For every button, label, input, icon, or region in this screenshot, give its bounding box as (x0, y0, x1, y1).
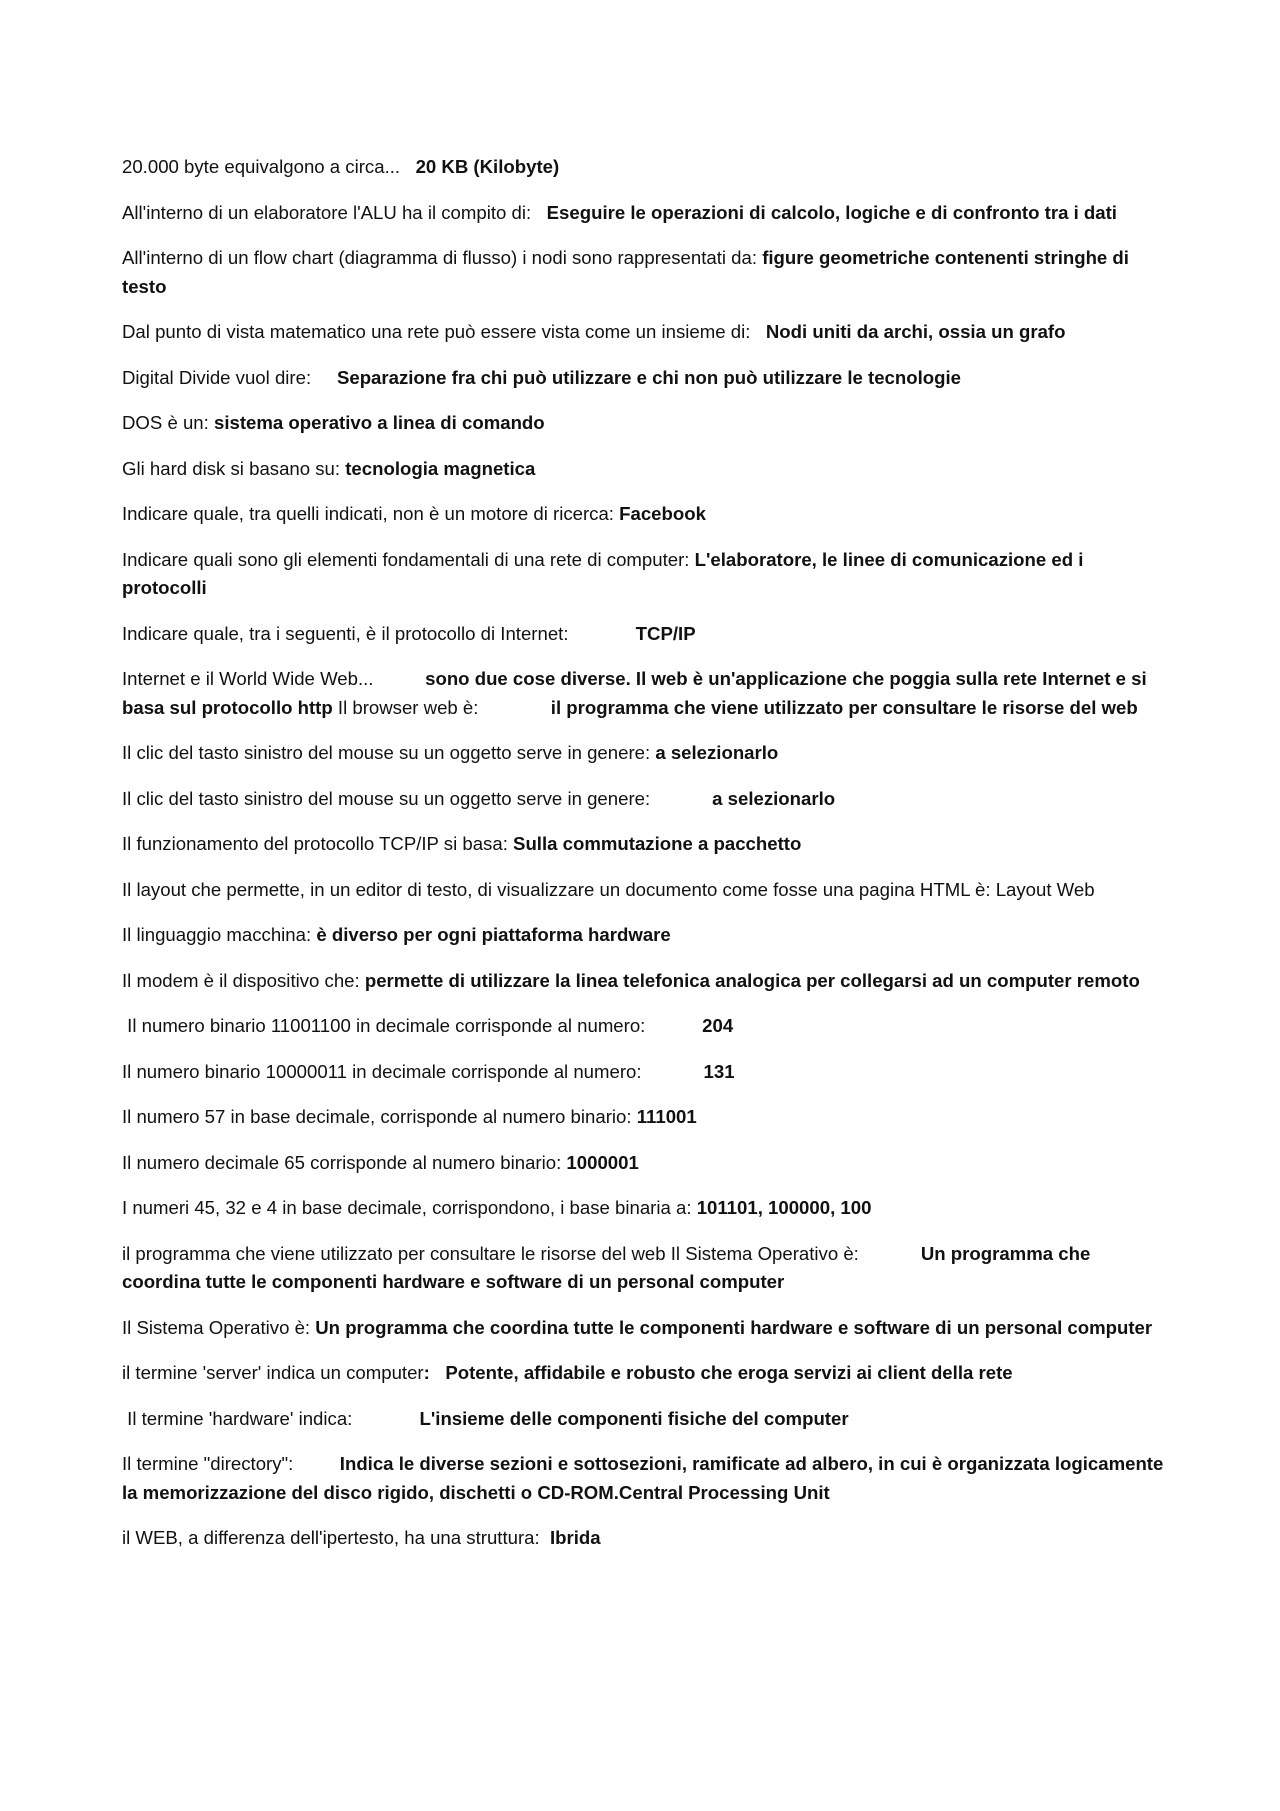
question-text: All'interno di un elaboratore l'ALU ha il compito di: (122, 201, 547, 223)
question-item (122, 364, 1170, 393)
question-item (122, 455, 1170, 484)
question-item (122, 967, 1170, 996)
answer-text: : Potente, affidabile e robusto che eroga servizi ai client della rete (423, 1362, 1013, 1383)
question-text: Indicare quale, tra i seguenti, è il protocollo di Internet: (122, 622, 636, 644)
question-text: Il termine "directory": (122, 1453, 340, 1474)
question-item (122, 739, 1170, 768)
answer-text: Eseguire le operazioni di calcolo, logiche e di confronto tra i dati (546, 201, 1117, 223)
answer-text: Sulla commutazione a pacchetto (513, 833, 802, 854)
question-text: Gli hard disk si basano su: (122, 457, 346, 479)
question-item (122, 1240, 1170, 1297)
question-item (122, 1194, 1170, 1223)
answer-text: L'elaboratore, le linee di comunicazione ed i protocolli (122, 548, 1089, 598)
answer-text: Separazione fra chi può utilizzare e chi non può utilizzare le tecnologie (336, 366, 961, 388)
answer-text: figure geometriche contenenti stringhe di testo (122, 247, 1135, 297)
question-text: Il Sistema Operativo è: (122, 1316, 316, 1338)
answer-text: Indica le diverse sezioni e sottosezioni, ramificate ad albero, in cui è organizzata logicamente la memorizzazione del disco rigido, dischetti o CD-ROM.Central Processing Unit (122, 1453, 1169, 1503)
question-text: Il linguaggio macchina: (122, 924, 317, 945)
question-item (122, 500, 1170, 529)
answer-text: L'insieme delle componenti fisiche del computer (419, 1407, 849, 1429)
question-text: 20.000 byte equivalgono a circa... (122, 156, 416, 177)
answer-text: Ibrida (549, 1527, 601, 1548)
question-text: Internet e il World Wide Web... (122, 668, 426, 689)
question-text: Il numero decimale 65 corrisponde al numero binario: (122, 1151, 567, 1173)
answer-text: 20 KB (Kilobyte) (415, 156, 560, 177)
answer-text: il programma che viene utilizzato per consultare le risorse del web (550, 696, 1138, 718)
question-text: il WEB, a differenza dell'ipertesto, ha una struttura: (122, 1527, 550, 1548)
question-item (122, 1058, 1170, 1087)
answer-text: Un programma che coordina tutte le componenti hardware e software di un personal computer (315, 1316, 1153, 1338)
answer-text: 111001 (636, 1106, 697, 1127)
question-text: Il numero binario 10000011 in decimale corrisponde al numero: (122, 1060, 704, 1082)
question-item (122, 1103, 1170, 1132)
question-item (122, 318, 1170, 347)
question-text: Dal punto di vista matematico una rete può essere vista come un insieme di: (122, 321, 766, 342)
answer-text: a selezionarlo (655, 742, 779, 763)
question-item (122, 785, 1170, 814)
question-item (122, 153, 1170, 182)
question-text: Il modem è il dispositivo che: (122, 969, 365, 991)
answer-text: 101101, 100000, 100 (696, 1197, 872, 1218)
answer-text: è diverso per ogni piattaforma hardware (316, 924, 671, 945)
answer-text: tecnologia magnetica (345, 457, 536, 479)
question-text: Il termine 'hardware' indica: (122, 1407, 420, 1429)
answer-text: Facebook (619, 503, 706, 524)
question-item (122, 921, 1170, 950)
question-text: il termine 'server' indica un computer (122, 1362, 424, 1383)
question-item (122, 409, 1170, 438)
question-text: I numeri 45, 32 e 4 in base decimale, corrispondono, i base binaria a: (122, 1197, 697, 1218)
question-text: il programma che viene utilizzato per consultare le risorse del web Il Sistema Operativo è: (122, 1242, 921, 1264)
question-text: Il numero 57 in base decimale, corrisponde al numero binario: (122, 1106, 637, 1127)
question-text: Il numero binario 11001100 in decimale corrisponde al numero: (122, 1015, 703, 1036)
answer-text: sistema operativo a linea di comando (213, 412, 545, 433)
question-item (122, 1450, 1170, 1507)
question-item (122, 876, 1170, 905)
question-text: Il funzionamento del protocollo TCP/IP si basa: (122, 833, 514, 854)
question-text: Indicare quale, tra quelli indicati, non è un motore di ricerca: (122, 503, 620, 524)
answer-text: 131 (703, 1060, 735, 1082)
question-item (122, 1405, 1170, 1434)
question-item (122, 199, 1170, 228)
answer-text: a selezionarlo (712, 787, 836, 809)
question-item (122, 830, 1170, 859)
question-item (122, 546, 1170, 603)
question-item (122, 1359, 1170, 1388)
question-text: Digital Divide vuol dire: (122, 366, 337, 388)
question-item (122, 665, 1170, 722)
question-item (122, 1524, 1170, 1553)
question-text: DOS è un: (122, 412, 214, 433)
question-item (122, 620, 1170, 649)
answer-text: Nodi uniti da archi, ossia un grafo (765, 321, 1066, 342)
question-text: Il clic del tasto sinistro del mouse su un oggetto serve in genere: (122, 742, 656, 763)
question-text: Il clic del tasto sinistro del mouse su un oggetto serve in genere: (122, 787, 713, 809)
question-item (122, 1314, 1170, 1343)
answer-text: TCP/IP (635, 622, 696, 644)
question-text: All'interno di un flow chart (diagramma di flusso) i nodi sono rappresentati da: (122, 247, 763, 268)
answer-text: sono due cose diverse. Il web è un'applicazione che poggia sulla rete Internet e si basa sul protocollo http (122, 668, 1152, 718)
answer-text: Un programma che coordina tutte le componenti hardware e software di un personal computer (122, 1242, 1096, 1292)
question-text: Il layout che permette, in un editor di testo, di visualizzare un documento come fosse una pagina HTML è: Layout Web (122, 878, 1095, 900)
question-item (122, 1149, 1170, 1178)
answer-text: 1000001 (566, 1151, 639, 1173)
answer-text: 204 (702, 1015, 734, 1036)
answer-text: permette di utilizzare la linea telefonica analogica per collegarsi ad un computer remoto (364, 969, 1140, 991)
question-item (122, 244, 1170, 301)
question-item (122, 1012, 1170, 1041)
question-text: Indicare quali sono gli elementi fondamentali di una rete di computer: (122, 548, 695, 570)
question-text: Il browser web è: (332, 696, 551, 718)
